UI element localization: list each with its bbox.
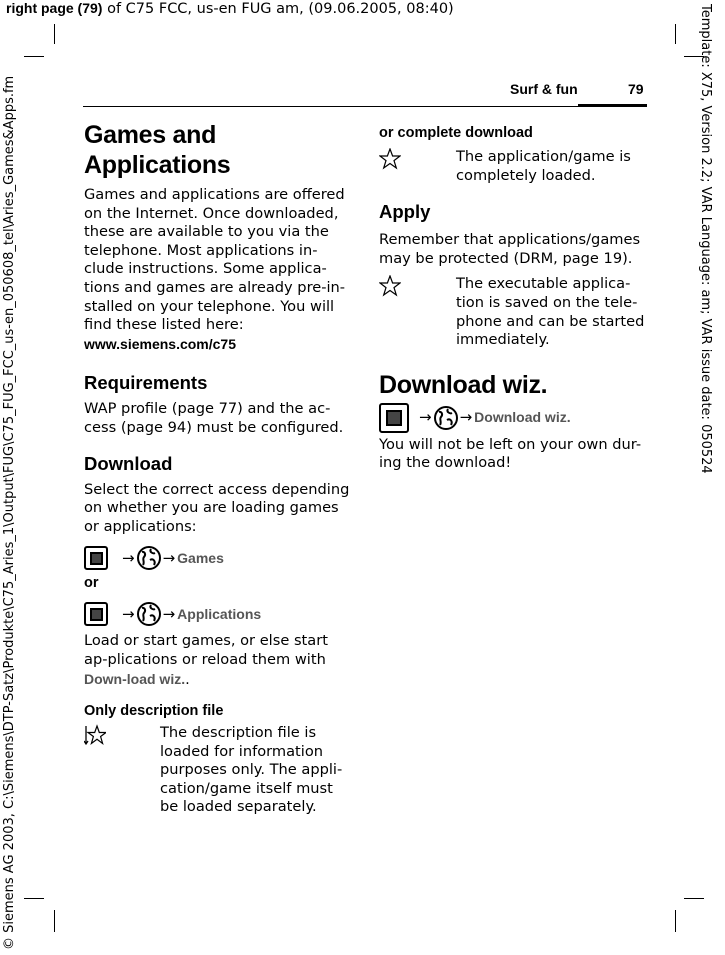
nav-path-games xyxy=(84,542,350,574)
crop-mark xyxy=(684,898,704,899)
apply-heading: Apply xyxy=(379,201,431,223)
print-slug xyxy=(6,0,454,17)
only-description-text: The description file is loaded for information purposes only. The appli-cation/game itself must be loaded separately. xyxy=(160,724,343,816)
menu-key-icon xyxy=(84,602,108,626)
complete-download-text: The application/game is completely loaded. xyxy=(456,148,631,184)
page-number: 79 xyxy=(628,81,644,97)
crop-mark xyxy=(24,898,44,899)
complete-download-heading: or complete download xyxy=(379,125,533,141)
nav-path-applications xyxy=(84,598,350,630)
star-icon xyxy=(379,275,401,297)
globe-icon xyxy=(137,546,161,570)
arrow-icon: → xyxy=(122,605,135,624)
menu-item-applications[interactable]: Applications xyxy=(177,606,262,623)
download-wiz-menu-ref[interactable]: Down-load wiz. xyxy=(84,670,186,687)
globe-icon xyxy=(434,406,458,430)
only-description-heading: Only description file xyxy=(84,703,224,720)
only-description-row xyxy=(84,724,350,817)
menu-item-games[interactable]: Games xyxy=(177,550,224,567)
arrow-icon: → xyxy=(419,408,432,427)
slug-rest: of C75 FCC, us-en FUG am, (09.06.2005, 08:40) xyxy=(102,1,454,17)
arrow-icon: → xyxy=(122,549,135,568)
siemens-link[interactable]: www.siemens.com/c75 xyxy=(84,335,236,352)
crop-mark xyxy=(24,56,44,57)
executable-row xyxy=(379,275,647,349)
left-column xyxy=(84,120,350,817)
complete-download-row xyxy=(379,148,647,185)
section-title: Surf & fun xyxy=(510,81,578,97)
crop-mark xyxy=(54,910,55,932)
menu-key-icon xyxy=(379,403,409,433)
arrow-icon: → xyxy=(459,408,473,427)
load-text-a: Load or start games, or else start ap-plications or reload them with xyxy=(84,632,328,668)
requirements-heading: Requirements xyxy=(84,372,208,394)
intro-text: Games and applications are offered on the Internet. Once downloaded, these are available to you via the telephone. Most applications in-clude instructions. Some applica-tions and games are already pre-in-stalled on your telephone. You will find these listed here: xyxy=(84,186,346,334)
crop-mark xyxy=(675,24,676,44)
download-wiz-heading: Download wiz. xyxy=(379,370,548,399)
arrow-icon: → xyxy=(162,605,176,624)
apply-text: Remember that applications/games may be protected (DRM, page 19). xyxy=(379,231,641,267)
right-column xyxy=(379,124,647,473)
download-text: Select the correct access depending on whether you are loading games or applications: xyxy=(84,480,350,535)
load-text-b: . xyxy=(185,670,190,688)
nav-path-download-wiz xyxy=(379,402,647,434)
page-title: Games and Applications xyxy=(84,121,231,179)
template-info: Template: X75, Version 2.2; VAR Language: am; VAR issue date: 050524 xyxy=(698,4,713,474)
slug-prefix: right page (79) xyxy=(6,0,103,16)
menu-item-download-wiz[interactable]: Download wiz. xyxy=(474,409,571,426)
load-text xyxy=(84,632,350,689)
executable-text: The executable applica-tion is saved on the tele-phone and can be started immediately. xyxy=(456,275,645,349)
star-download-icon xyxy=(84,724,106,746)
download-wiz-text: You will not be left on your own dur-ing the download! xyxy=(379,435,642,472)
requirements-text: WAP profile (page 77) and the ac-cess (page 94) must be configured. xyxy=(84,400,344,436)
menu-key-icon xyxy=(84,546,108,570)
globe-icon xyxy=(137,602,161,626)
crop-mark xyxy=(54,24,55,44)
crop-mark xyxy=(675,910,676,932)
header-rule xyxy=(83,106,578,107)
header-rule-bold xyxy=(578,104,647,107)
file-path-info: © Siemens AG 2003, C:\Siemens\DTP-Satz\Produkte\C75_Aries_1\Output\FUG\C75_FUG_FCC_us-en_050608_tel\Aries_Games&Apps.fm xyxy=(2,75,17,950)
star-icon xyxy=(379,148,401,170)
arrow-icon: → xyxy=(162,549,176,568)
download-heading: Download xyxy=(84,452,173,474)
or-label: or xyxy=(84,575,99,592)
